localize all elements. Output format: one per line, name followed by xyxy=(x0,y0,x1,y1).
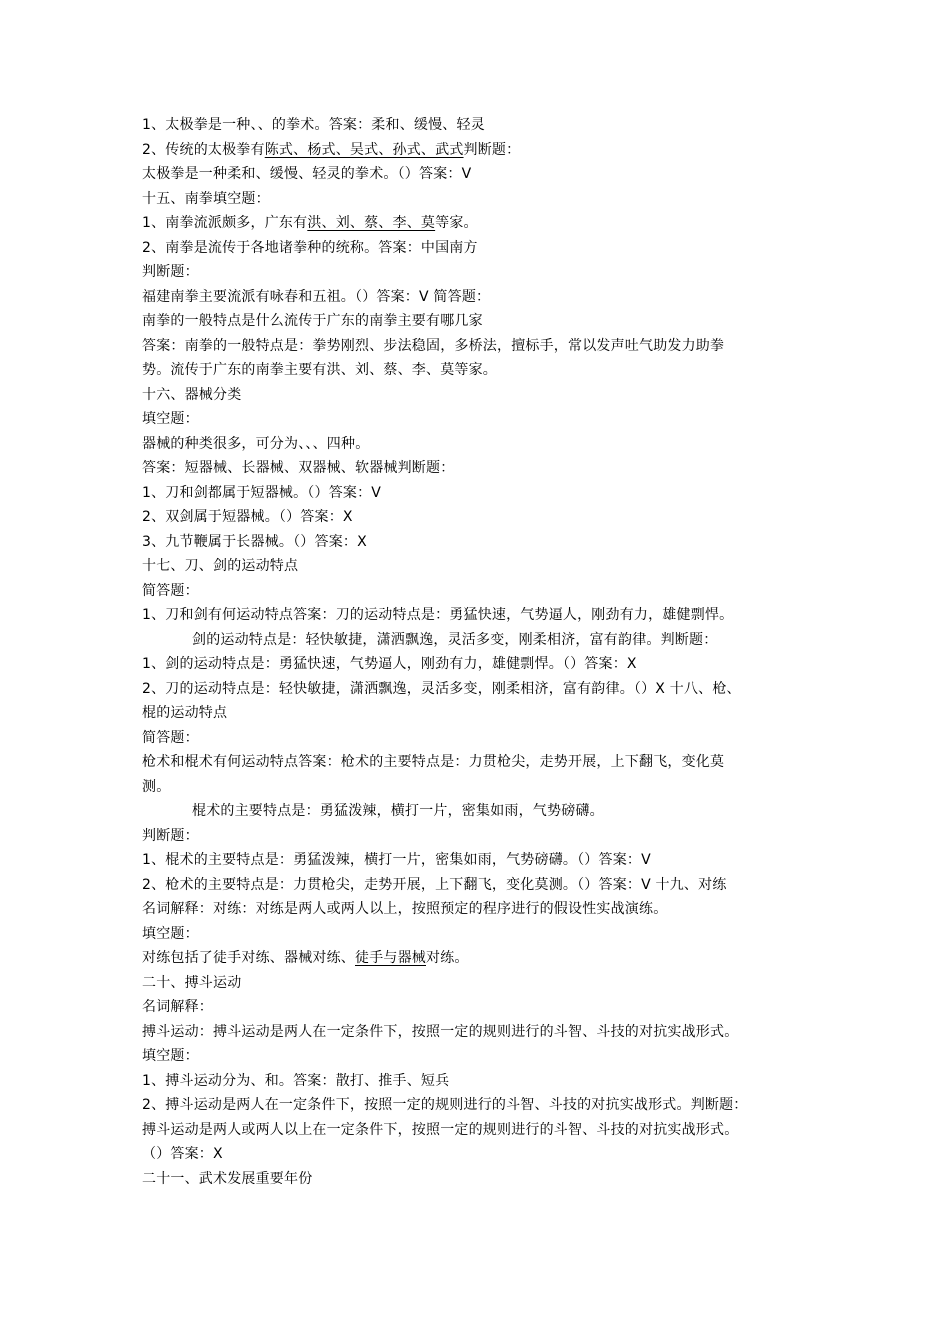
text-line: 答案：南拳的一般特点是：拳势刚烈、步法稳固，多桥法，擅标手，常以发声吐气助发力助拳 xyxy=(142,337,725,354)
text-segment: 判断题： xyxy=(463,141,521,158)
question-type-label: 简答题： xyxy=(142,582,199,599)
text-line-indented: 剑的运动特点是：轻快敏捷，潇洒飘逸，灵活多变，刚柔相济，富有韵律。判断题： xyxy=(192,631,718,648)
underlined-answer: 洪、刘、蔡、李、莫 xyxy=(307,215,436,231)
text-segment: 1、南拳流派颇多，广东有 xyxy=(142,215,308,231)
section-heading: 十七、刀、剑的运动特点 xyxy=(142,558,299,574)
underlined-answer: 徒手与器械 xyxy=(355,950,426,966)
section-heading: 十五、南拳填空题： xyxy=(142,190,270,207)
text-line: 1、刀和剑有何运动特点答案：刀的运动特点是：勇猛快速，气势逼人，刚劲有力，雄健剽悍。 xyxy=(142,607,734,623)
text-segment: 对练。 xyxy=(426,950,469,966)
question-type-label: 填空题： xyxy=(142,925,199,942)
text-line: 南拳的一般特点是什么流传于广东的南拳主要有哪几家 xyxy=(142,313,483,329)
text-line-indented: 棍术的主要特点是：勇猛泼辣，横打一片，密集如雨，气势磅礴。 xyxy=(192,803,604,819)
text-line-underlined xyxy=(142,946,822,971)
text-line: 搏斗运动：搏斗运动是两人在一定条件下，按照一定的规则进行的斗智、斗技的对抗实战形式。 xyxy=(142,1023,739,1040)
text-line: 1、太极拳是一种、、的拳术。答案：柔和、缓慢、轻灵 xyxy=(142,117,485,133)
text-line: 2、枪术的主要特点是：力贯枪尖，走势开展，上下翻飞，变化莫测。（）答案：V 十九、对练 xyxy=(142,876,727,893)
text-segment: 对练包括了徒手对练、器械对练、 xyxy=(142,950,355,966)
section-heading: 二十一、武术发展重要年份 xyxy=(142,1170,313,1187)
text-line: 答案：短器械、长器械、双器械、软器械判断题： xyxy=(142,460,455,476)
text-line: 2、刀的运动特点是：轻快敏捷，潇洒飘逸，灵活多变，刚柔相济，富有韵律。（）X 十八、枪、 xyxy=(142,680,741,697)
text-line: 势。流传于广东的南拳主要有洪、刘、蔡、李、莫等家。 xyxy=(142,362,497,378)
document-body xyxy=(142,113,822,1191)
question-type-label: 简答题： xyxy=(142,729,199,746)
text-line-underlined xyxy=(142,138,822,163)
question-type-label: 判断题： xyxy=(142,827,199,844)
question-type-label: 判断题： xyxy=(142,264,199,280)
section-heading: 十六、器械分类 xyxy=(142,386,242,403)
text-line: 太极拳是一种柔和、缓慢、轻灵的拳术。（）答案：V xyxy=(142,166,472,182)
text-line: 1、剑的运动特点是：勇猛快速，气势逼人，刚劲有力，雄健剽悍。（）答案：X xyxy=(142,656,637,672)
text-line: 测。 xyxy=(142,778,171,795)
text-line: 2、双剑属于短器械。（）答案：X xyxy=(142,509,353,525)
text-line: 枪术和棍术有何运动特点答案：枪术的主要特点是：力贯枪尖，走势开展，上下翻飞，变化莫 xyxy=(142,754,725,770)
text-segment: 等家。 xyxy=(435,215,478,231)
text-line: 2、南拳是流传于各地诸拳种的统称。答案：中国南方 xyxy=(142,239,478,256)
text-line: 名词解释：对练：对练是两人或两人以上，按照预定的程序进行的假设性实战演练。 xyxy=(142,901,668,917)
underlined-answer: 陈式、杨式、吴式、孙式、武式 xyxy=(264,141,464,158)
text-line: 棍的运动特点 xyxy=(142,705,228,721)
text-line-underlined xyxy=(142,211,822,236)
text-line: 1、搏斗运动分为、和。答案：散打、推手、短兵 xyxy=(142,1072,450,1089)
section-heading: 二十、搏斗运动 xyxy=(142,974,242,991)
question-type-label: 填空题： xyxy=(142,1048,199,1064)
text-line: 福建南拳主要流派有咏春和五祖。（）答案：V 简答题： xyxy=(142,288,491,305)
text-line: （）答案：X xyxy=(142,1146,223,1162)
question-type-label: 填空题： xyxy=(142,411,199,427)
text-line: 搏斗运动是两人或两人以上在一定条件下，按照一定的规则进行的斗智、斗技的对抗实战形式。 xyxy=(142,1121,739,1138)
question-type-label: 名词解释： xyxy=(142,999,213,1015)
text-line: 器械的种类很多，可分为、、、四种。 xyxy=(142,435,370,452)
text-line: 3、九节鞭属于长器械。（）答案：X xyxy=(142,533,367,550)
text-line: 1、刀和剑都属于短器械。（）答案：V xyxy=(142,484,382,501)
text-segment: 2、传统的太极拳有 xyxy=(142,141,265,158)
text-line: 1、棍术的主要特点是：勇猛泼辣，横打一片，密集如雨，气势磅礴。（）答案：V xyxy=(142,852,651,868)
text-line: 2、搏斗运动是两人在一定条件下，按照一定的规则进行的斗智、斗技的对抗实战形式。判断题： xyxy=(142,1097,748,1113)
